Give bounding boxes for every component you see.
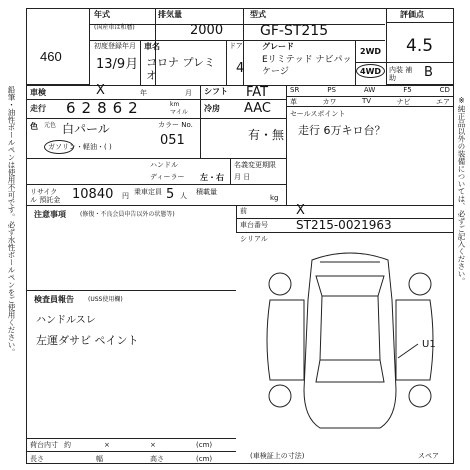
- drive-4wd[interactable]: 4WD: [360, 67, 382, 76]
- cooler-value: AAC: [244, 101, 271, 116]
- car-body-outline: [304, 253, 396, 428]
- height-label: 高さ: [150, 455, 164, 463]
- wheel-front-left: [269, 273, 291, 295]
- color-code-label: カラー No.: [158, 121, 193, 129]
- dims-cm-unit: (cm): [196, 455, 213, 463]
- equip-aw[interactable]: AW: [363, 86, 376, 94]
- color-orig-label: 元色: [44, 122, 57, 129]
- lot-number: 460: [40, 49, 62, 64]
- equipment-row2: [290, 97, 450, 107]
- serial-label: シリアル: [240, 235, 268, 243]
- report-line1: ハンドルスレ: [36, 315, 96, 326]
- grade-value: Eリミテッド ナビパッケージ: [262, 55, 352, 77]
- capacity-label: 乗車定員: [134, 188, 162, 196]
- car-rear-window: [316, 360, 384, 382]
- wheel-front-right: [409, 273, 431, 295]
- shaken-value: X: [96, 83, 105, 98]
- header-line-2: [90, 40, 385, 41]
- equip-ps[interactable]: PS: [327, 86, 336, 94]
- load-unit: kg: [270, 194, 279, 202]
- notes-sub: (修復・不良会員申告以外の状態等): [80, 211, 175, 218]
- doors-label: ドア: [229, 42, 243, 50]
- length-label: 長さ: [30, 455, 44, 463]
- prev-value: X: [296, 203, 305, 218]
- equip-tv[interactable]: TV: [361, 97, 372, 105]
- displacement-label: 排気量: [158, 10, 182, 19]
- carname-label: 車名: [144, 42, 160, 51]
- report-top-line: [26, 290, 236, 291]
- lot-number-box: [26, 8, 90, 85]
- report-label: 検査員報告: [34, 295, 74, 304]
- handle-value[interactable]: 左・右: [200, 173, 224, 182]
- chassis-label: 車台番号: [240, 221, 268, 229]
- header-vline-c: [140, 40, 141, 85]
- fuel-value[interactable]: ガソリン・軽油・( ): [48, 143, 112, 151]
- change-label: 名義変更期限: [234, 161, 276, 169]
- loading-approx: 約: [64, 441, 71, 449]
- sales-point-label: セールスポイント: [290, 110, 346, 118]
- equip-sr[interactable]: SR: [290, 86, 300, 94]
- car-left-side: [267, 300, 304, 380]
- dealer-label: ディーラー: [150, 173, 185, 181]
- frame-line-2: [236, 232, 454, 233]
- shaken-year-unit: 年: [140, 89, 147, 97]
- loading-label: 荷台内寸: [30, 441, 58, 449]
- score-label: 評価点: [400, 10, 424, 19]
- capacity-value: 5: [166, 187, 175, 202]
- interior-label: 内装 補助: [389, 66, 413, 82]
- shaken-month-unit: 月: [185, 89, 192, 97]
- color-code-value: 051: [160, 133, 185, 148]
- interior-value: B: [424, 65, 433, 80]
- prev-label: 前: [240, 207, 247, 215]
- spare-label: スペア: [418, 452, 439, 460]
- shift-label: シフト: [204, 87, 228, 96]
- color-label: 色: [30, 122, 38, 131]
- shaken-label: 車検: [30, 88, 46, 97]
- insp-line-3: [26, 158, 286, 159]
- insp-line-4: [26, 184, 286, 185]
- year-label: 年式: [94, 10, 110, 19]
- equip-kawa[interactable]: カワ: [322, 98, 337, 106]
- recycle-value: 10840: [72, 187, 114, 202]
- handle-label: ハンドル: [150, 161, 178, 169]
- chassis-value: ST215-0021963: [296, 218, 392, 232]
- model-label: 型式: [250, 10, 266, 19]
- carname-value: コロナ プレミオ: [146, 56, 216, 82]
- loading-x2: ×: [150, 441, 156, 449]
- insp-line-5: [26, 205, 454, 206]
- recall-options[interactable]: 有・無: [248, 128, 285, 142]
- car-roof: [320, 296, 380, 360]
- km-label: km: [170, 101, 180, 108]
- cooler-label: 冷房: [204, 104, 220, 113]
- year-sub: (国産車は和暦): [94, 24, 135, 31]
- mark-line: [398, 344, 418, 358]
- color-value: 白パール: [62, 122, 110, 136]
- drive-divider: [355, 62, 386, 63]
- car-windshield: [316, 276, 384, 296]
- drive-2wd[interactable]: 2WD: [360, 47, 382, 56]
- mileage-label: 走行: [30, 104, 46, 113]
- mileage-value: 62862: [66, 99, 144, 117]
- diagram-caption: (車検証上の寸法): [250, 452, 305, 460]
- equip-leather[interactable]: 革: [290, 98, 297, 106]
- left-side-note: 鉛筆・油性ボールペンは使用不可です。必ず水性ボールペンをご使用ください。: [7, 86, 16, 356]
- doors-value: 4: [236, 61, 245, 76]
- loading-x1: ×: [104, 441, 110, 449]
- mark-u1: U1: [422, 339, 436, 350]
- load-label: 積載量: [196, 188, 217, 196]
- footer-line-2: [26, 451, 236, 452]
- recycle-label: リサイクル 預託金: [30, 188, 61, 204]
- loading-cm-unit: (cm): [196, 441, 213, 449]
- notes-label: 注意事項: [34, 210, 66, 219]
- insp-line-2: [26, 118, 286, 119]
- score-value: 4.5: [406, 36, 434, 56]
- footer-line-1: [26, 438, 236, 439]
- insp-vline: [200, 85, 201, 158]
- equip-cd[interactable]: CD: [439, 86, 450, 94]
- model-value: GF-ST215: [260, 23, 329, 39]
- car-diagram: [250, 240, 450, 440]
- reg-value: 13/9月: [96, 57, 139, 72]
- width-label: 幅: [96, 455, 103, 463]
- reg-label: 初度登録年月: [94, 42, 136, 50]
- equip-air[interactable]: エア: [435, 98, 450, 106]
- interior-line: [386, 62, 454, 63]
- shift-value: FAT: [246, 85, 269, 100]
- report-line2: 左運ダサビ ペイント: [36, 334, 139, 347]
- wheel-rear-right: [409, 385, 431, 407]
- equipment-row1: [290, 86, 450, 94]
- score-line: [386, 22, 454, 23]
- yen-label: 円: [122, 192, 129, 200]
- mile-label: マイル: [170, 109, 188, 116]
- grade-label: グレード: [262, 42, 294, 51]
- capacity-unit: 人: [180, 192, 187, 200]
- report-sub: (USS使用欄): [88, 296, 123, 303]
- header-vline-d: [226, 40, 227, 85]
- equip-f5[interactable]: F5: [403, 86, 412, 94]
- wheel-rear-left: [269, 385, 291, 407]
- change-unit: 月 日: [234, 173, 251, 181]
- sales-point-value: 走行 6万キロ台？: [298, 124, 386, 137]
- frame-vline: [236, 205, 237, 232]
- right-side-note: ※純正品以外の装備については、必ずご記入ください。: [457, 96, 466, 285]
- equip-navi[interactable]: ナビ: [396, 98, 411, 106]
- insp-vline-low: [230, 158, 231, 184]
- displacement-value: 2000: [190, 23, 224, 38]
